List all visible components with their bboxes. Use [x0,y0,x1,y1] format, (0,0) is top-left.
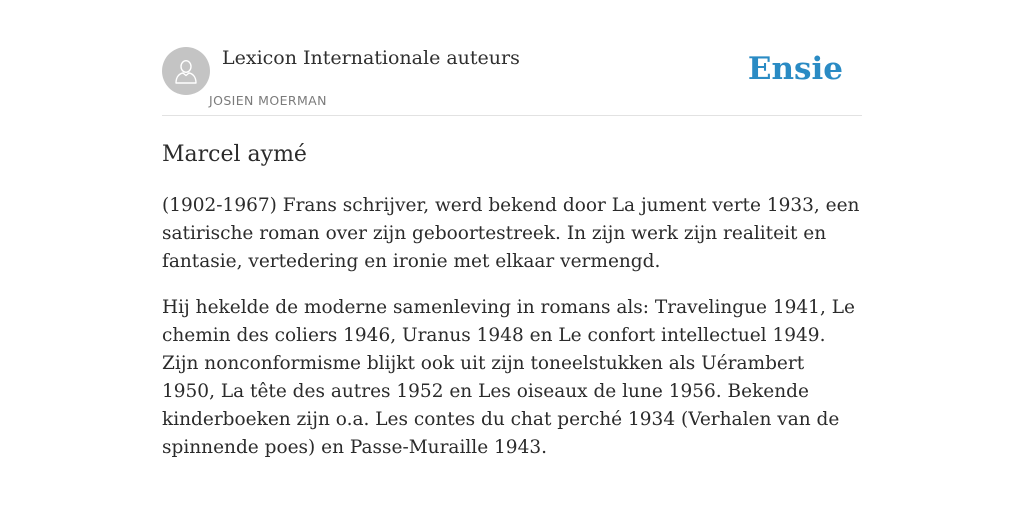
article-paragraph: Hij hekelde de moderne samenleving in romans als: Travelingue 1941, Le chemin des coliers 1946, Uranus 1948 en Le confort intellectuel 1949. Zijn nonconformisme blijkt ook uit zijn toneelstukken als Uérambert 1950, La tête des autres 1952 en Les oiseaux de lune 1956. Bekende kinderboeken zijn o.a. Les contes du chat perché 1934 (Verhalen van de spinnende poes) en Passe-Muraille 1943. [162,297,855,458]
user-silhouette-icon [172,57,200,85]
author-name[interactable]: JOSIEN MOERMAN [209,93,327,108]
page [162,0,862,458]
avatar[interactable] [162,47,210,95]
article-title: Marcel aymé [162,142,307,167]
article-body [162,192,862,480]
article-paragraph: (1902-1967) Frans schrijver, werd bekend door La jument verte 1933, een satirische roman over zijn geboortestreek. In zijn werk zijn realiteit en fantasie, vertedering en ironie met elkaar vermengd. [162,195,860,272]
brand-logo[interactable]: Ensie [747,51,843,87]
lexicon-title[interactable]: Lexicon Internationale auteurs [222,47,520,69]
header [162,0,862,116]
